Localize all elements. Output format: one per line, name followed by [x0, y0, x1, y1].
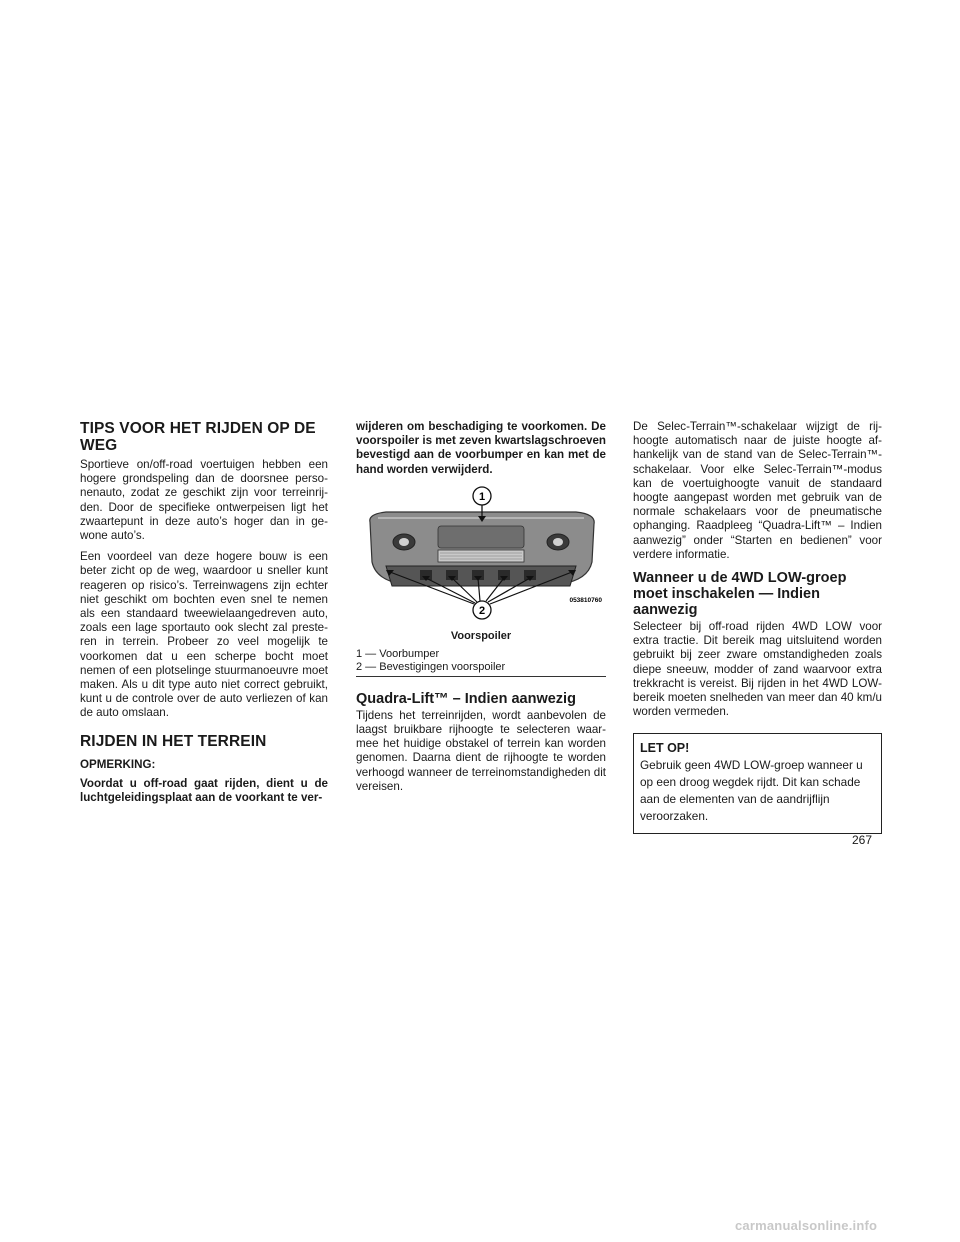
legend-item-1: 1 — Voorbumper: [356, 647, 440, 660]
heading-tips-road: TIPS VOOR HET RIJDEN OP DE WEG: [80, 420, 316, 454]
heading-offroad: RIJDEN IN HET TERREIN: [80, 732, 267, 750]
warning-title: LET OP!: [640, 741, 690, 756]
paragraph-advantage: Een voordeel van deze hogere bouw is een beter zicht op de weg, waardoor u sneller kunt reageren op risico’s. Terreinwagens zijn echter niet geschikt om bochten even snel te nemen als een standaard tweewielaangedreven auto, zoals een lage sportauto ook slecht zal presteren in terrein. Probeer zo veel mogelijk te voorkomen dat u een scherpe bocht moet nemen of een plotselinge stuurmanoeuvre moet maken. Als u dit type auto niet correct gebruikt, kunt u de controle over de auto verliezen of kan de auto omslaan.: [80, 550, 328, 720]
column-1: [80, 420, 328, 812]
warning-box: [633, 733, 882, 834]
paragraph-4wd-low: Selecteer bij off-road rijden 4WD LOW voor extra tractie. Dit bereik mag uitsluitend worden gebruikt bij zeer zware omstandigheden zoals diepe sneeuw, modder of zand waarvoor extra trekkracht is vereist. Bij rijden in het 4WD LOW-bereik moeten snelheden van meer dan 40 km/u worden vermeden.: [633, 620, 882, 719]
note-text: Voordat u off-road gaat rijden, dient u de luchtgeleidingsplaat aan de voorkant te ver-: [80, 776, 328, 804]
svg-text:2: 2: [478, 604, 486, 617]
figure-code: 053810760: [569, 596, 602, 604]
page-number: 267: [852, 833, 873, 847]
figure-front-spoiler: [356, 484, 606, 624]
column-3: [633, 420, 882, 834]
bumper-illustration: [356, 484, 606, 624]
watermark: carmanualsonline.info: [735, 1218, 878, 1233]
legend-item-2: 2 — Bevestigingen voorspoiler: [356, 661, 606, 677]
figure-caption: Voorspoiler: [450, 629, 512, 642]
note-text-continued: wijderen om beschadiging te voorkomen. De voorspoiler is met zeven kwartslagschroeven bevestigd aan de voorbumper en kan met de hand worden verwijderd.: [356, 420, 607, 476]
note-label: OPMERKING:: [80, 757, 156, 771]
heading-4wd-low: Wanneer u de 4WD LOW-groep moet inschakelen — Indien aanwezig: [633, 570, 847, 619]
svg-text:1: 1: [478, 490, 486, 503]
warning-text: Gebruik geen 4WD LOW-groep wanneer u op een droog wegdek rijdt. Dit kan schade aan de elementen van de aandrijflijn veroorzaken.: [640, 758, 863, 824]
paragraph-selec-terrain: De Selec-Terrain™-schakelaar wijzigt de rijhoogte automatisch naar de juiste hoogte afhankelijk van de stand van de Selec-Terrain™-schakelaar. Voor elke Selec-Terrain™-modus kan de voertuighoogte vanuit de standaard hoogte aangepast worden met gebruik van de normale schakelaars voor de pneumatische ophanging. Raadpleeg “Quadra-Lift™ – Indien aanwezig” onder “Starten en bedienen” voor verdere informatie.: [633, 420, 882, 561]
paragraph-quadra-lift: Tijdens het terreinrijden, wordt aanbevolen de laagst bruikbare rijhoogte te selecteren waarmee het huidige obstakel of terrein kan worden genomen. Daarna dient de rijhoogte te worden verhoogd wanneer de terreinomstandigheden dit vereisen.: [356, 708, 606, 793]
column-2: [356, 420, 606, 801]
paragraph-intro: Sportieve on/off-road voertuigen hebben een hogere grondspeling dan de doorsnee personenauto, zodat ze geschikt zijn voor terreinrijden. Door de specifieke ontwerpeisen ligt het zwaartepunt in deze auto’s hoger dan in gewone auto’s.: [80, 458, 328, 543]
heading-quadra-lift: Quadra-Lift™ – Indien aanwezig: [356, 690, 576, 707]
